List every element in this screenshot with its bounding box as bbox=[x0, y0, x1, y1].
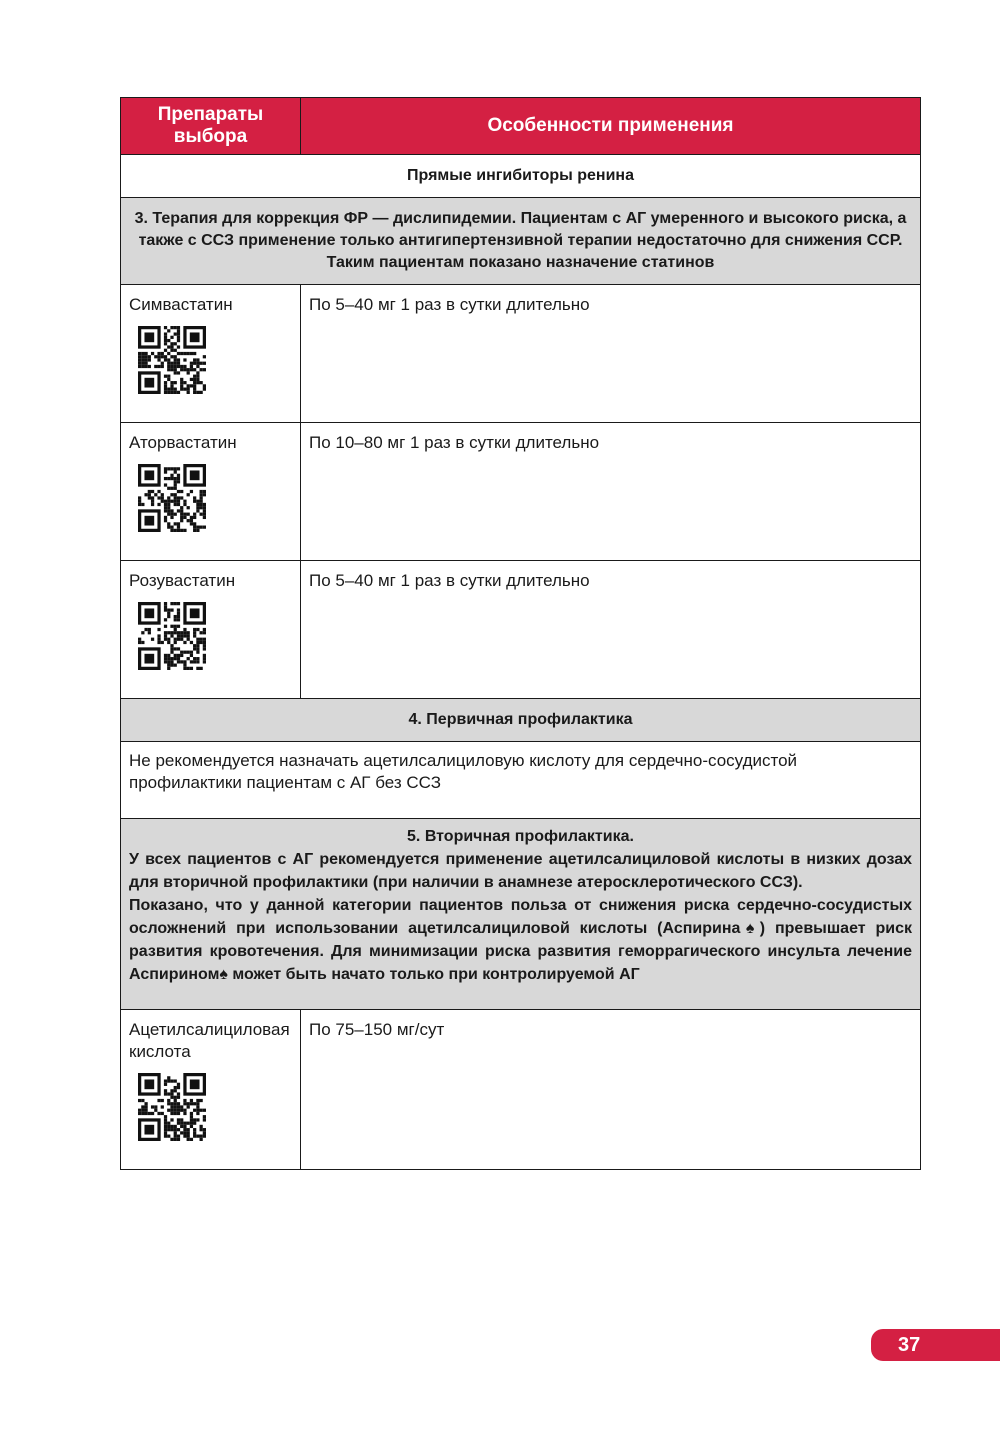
table-row bbox=[121, 1010, 921, 1170]
secondary-prevention-text: Показано, что у данной категории пациентов польза от снижения риска сердечно-сосудистых осложнений при использовании ацетилсалициловой кислоты (Аспирина♠) превышает риск развития кровотечения. Для минимизации риска развития геморрагического инсульта лечение Аспирином♠ может быть начато только при контролируемой АГ bbox=[129, 897, 912, 983]
table-header-row bbox=[121, 98, 921, 155]
qr-code-icon bbox=[137, 464, 207, 532]
drug-dose: По 10–80 мг 1 раз в сутки длительно bbox=[301, 423, 921, 561]
secondary-prevention-text: У всех пациентов с АГ рекомендуется применение ацетилсалициловой кислоты в низких дозах для вторичной профилактики (при наличии в анамнезе атеросклеротического ССЗ). bbox=[129, 851, 912, 891]
header-drugs: Препараты выбора bbox=[121, 98, 301, 155]
drug-dose: По 5–40 мг 1 раз в сутки длительно bbox=[301, 561, 921, 699]
drug-cell bbox=[121, 561, 301, 699]
section-dyslipidemia-therapy: 3. Терапия для коррекция ФР — дислипидемии. Пациентам с АГ умеренного и высокого риска, а также с ССЗ применение только антигипертензивной терапии недостаточно для снижения ССР. Таким пациентам показано назначение статинов bbox=[121, 198, 921, 285]
table-row bbox=[121, 423, 921, 561]
drug-dose: По 75–150 мг/сут bbox=[301, 1010, 921, 1170]
drug-name: Розувастатин bbox=[129, 571, 236, 590]
header-usage: Особенности применения bbox=[301, 98, 921, 155]
table-row bbox=[121, 285, 921, 423]
page-number: 37 bbox=[871, 1329, 1000, 1361]
drug-name: Симвастатин bbox=[129, 295, 233, 314]
drug-dose: По 5–40 мг 1 раз в сутки длительно bbox=[301, 285, 921, 423]
drug-table bbox=[120, 97, 921, 1170]
secondary-prevention-title: 5. Вторичная профилактика. bbox=[407, 828, 634, 845]
section-row bbox=[121, 155, 921, 198]
section-row bbox=[121, 699, 921, 742]
section-row bbox=[121, 198, 921, 285]
qr-code-icon bbox=[137, 1073, 207, 1141]
qr-code-icon bbox=[137, 602, 207, 670]
section-row bbox=[121, 819, 921, 1010]
section-primary-prevention: 4. Первичная профилактика bbox=[121, 699, 921, 742]
drug-cell bbox=[121, 1010, 301, 1170]
table-row bbox=[121, 561, 921, 699]
table-row bbox=[121, 742, 921, 819]
section-renin-inhibitors: Прямые ингибиторы ренина bbox=[121, 155, 921, 198]
drug-cell bbox=[121, 423, 301, 561]
drug-name: Ацетилсалициловая кислота bbox=[129, 1020, 290, 1061]
qr-code-icon bbox=[137, 326, 207, 394]
drug-name: Аторвастатин bbox=[129, 433, 237, 452]
drug-cell bbox=[121, 285, 301, 423]
primary-prevention-note: Не рекомендуется назначать ацетилсалициловую кислоту для сердечно-сосудистой профилактики пациентам с АГ без ССЗ bbox=[121, 742, 921, 819]
section-secondary-prevention bbox=[121, 819, 921, 1010]
